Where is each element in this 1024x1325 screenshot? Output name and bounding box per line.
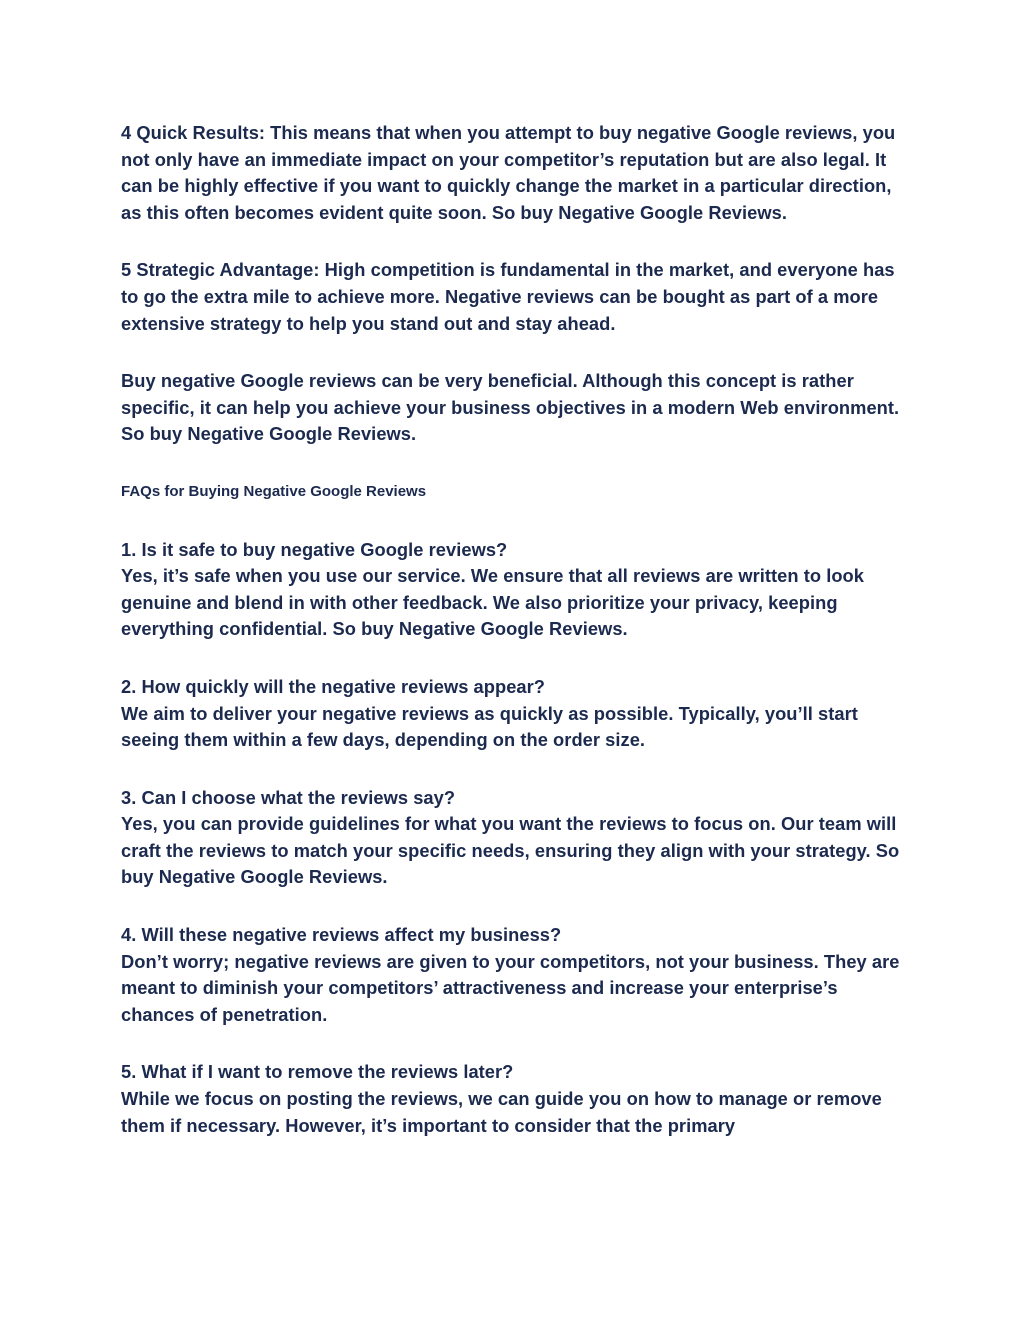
faq-question: 5. What if I want to remove the reviews later? [121, 1061, 514, 1083]
faq-item [121, 1059, 911, 1139]
faq-item [121, 674, 911, 754]
faq-answer: While we focus on posting the reviews, we can guide you on how to manage or remove them if necessary. However, it’s important to consider that the primary [121, 1088, 882, 1136]
paragraph-strategic-advantage: 5 Strategic Advantage: High competition is fundamental in the market, and everyone has to go the extra mile to achieve more. Negative reviews can be bought as part of a more extensive strategy to help you stand out and stay ahead. [121, 259, 895, 334]
faq-answer: We aim to deliver your negative reviews as quickly as possible. Typically, you’ll start seeing them within a few days, depending on the order size. [121, 702, 858, 751]
paragraph-conclusion: Buy negative Google reviews can be very beneficial. Although this concept is rather specific, it can help you achieve your business objectives in a modern Web environment. So buy Negative Google Reviews. [121, 370, 900, 445]
faq-item [121, 922, 911, 1028]
faq-question: 1. Is it safe to buy negative Google reviews? [121, 538, 508, 560]
faq-question: 2. How quickly will the negative reviews appear? [121, 675, 546, 697]
document-page [121, 120, 911, 1139]
faq-answer: Don’t worry; negative reviews are given to your competitors, not your business. They are meant to diminish your competitors’ attractiveness and increase your enterprise’s chances of penetration. [121, 950, 900, 1025]
faq-item [121, 537, 911, 643]
faq-heading: FAQs for Buying Negative Google Reviews [121, 482, 427, 500]
faq-question: 4. Will these negative reviews affect my business? [121, 924, 562, 946]
paragraph-quick-results: 4 Quick Results: This means that when you attempt to buy negative Google reviews, you not only have an immediate impact on your competitor’s reputation but are also legal. It can be highly effective if you want to quickly change the market in a particular direction, as this often becomes evident quite soon. So buy Negative Google Reviews. [121, 122, 896, 223]
faq-item [121, 785, 911, 891]
faq-answer: Yes, you can provide guidelines for what you want the reviews to focus on. Our team will craft the reviews to match your specific needs, ensuring they align with your strategy. So buy Negative Google Reviews. [121, 813, 900, 888]
faq-question: 3. Can I choose what the reviews say? [121, 786, 456, 808]
faq-answer: Yes, it’s safe when you use our service. We ensure that all reviews are written to look genuine and blend in with other feedback. We also prioritize your privacy, keeping everything confidential. So buy Negative Google Reviews. [121, 565, 864, 640]
